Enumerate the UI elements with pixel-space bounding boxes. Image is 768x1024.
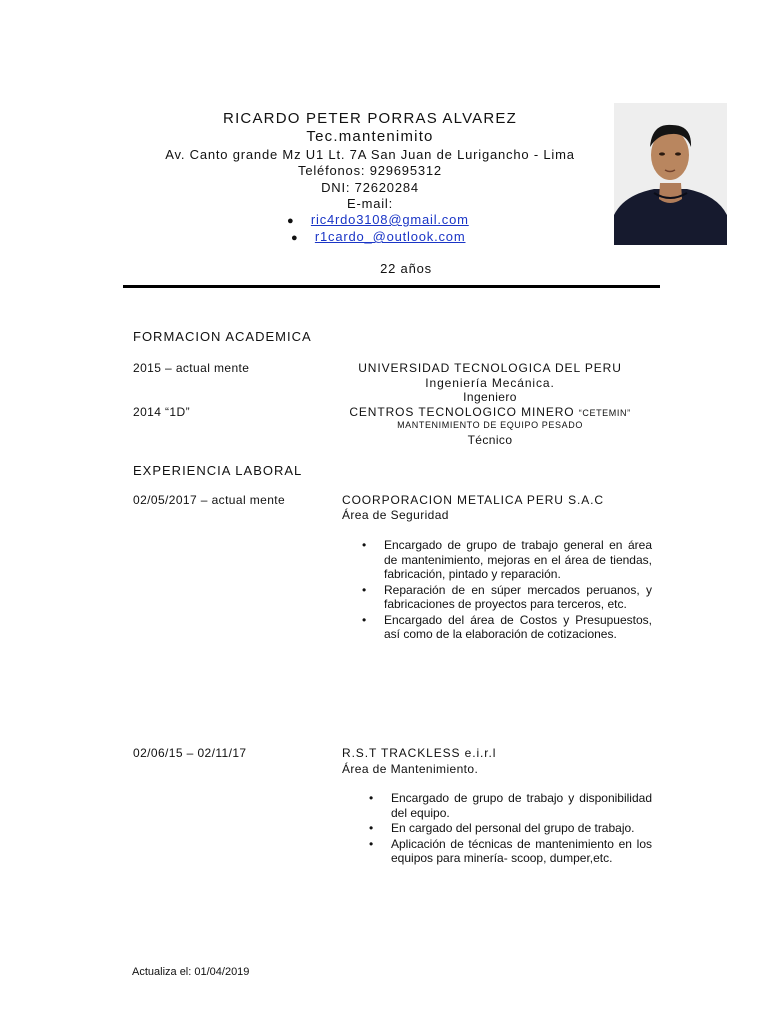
person-portrait-icon	[614, 103, 727, 245]
section-heading-education: FORMACION ACADEMICA	[133, 329, 312, 344]
cv-address: Av. Canto grande Mz U1 Lt. 7A San Juan de Lurigancho - Lima	[165, 147, 575, 162]
bullet-icon: ●	[287, 215, 295, 227]
cv-job-title: Tec.mantenimito	[306, 128, 434, 145]
section-heading-experience: EXPERIENCIA LABORAL	[133, 463, 303, 478]
job-company: R.S.T TRACKLESS e.i.r.l	[342, 746, 497, 760]
cv-age: 22 años	[380, 261, 432, 276]
updated-date: Actualiza el: 01/04/2019	[132, 966, 250, 978]
institution-name: CENTROS TECNOLOGICO MINERO	[349, 405, 575, 419]
institution-acronym: “CETEMIN”	[578, 408, 631, 418]
email-item	[291, 229, 465, 244]
email-item	[287, 212, 469, 227]
job-duties-list	[360, 538, 652, 643]
job-company: COORPORACION METALICA PERU S.A.C	[342, 493, 604, 507]
job-period: 02/05/2017 – actual mente	[133, 493, 286, 507]
email-link-gmail[interactable]: ric4rdo3108@gmail.com	[310, 212, 469, 227]
job-duty-item: • Reparación de en súper mercados peruanos, y fabricaciones de proyectos para terceros, etc.	[360, 583, 652, 612]
job-area: Área de Seguridad	[342, 508, 449, 522]
education-institution: UNIVERSIDAD TECNOLOGICA DEL PERU	[358, 361, 622, 375]
education-degree: Técnico	[467, 433, 513, 447]
education-career: MANTENIMIENTO DE EQUIPO PESADO	[397, 420, 583, 430]
education-institution	[320, 405, 660, 419]
bullet-icon: ●	[291, 232, 299, 244]
cv-email-label: E-mail:	[346, 196, 394, 211]
education-degree: Ingeniero	[463, 390, 517, 404]
header-divider	[123, 285, 660, 288]
job-period: 02/06/15 – 02/11/17	[133, 746, 247, 760]
job-duty-item: • En cargado del personal del grupo de trabajo.	[367, 821, 652, 836]
job-duty-item: • Encargado de grupo de trabajo general en área de mantenimiento, mejoras en el área de tiendas, fabricación, pintado y reparación.	[360, 538, 652, 582]
education-career: Ingeniería Mecánica.	[425, 376, 555, 390]
job-duties-list	[367, 791, 652, 867]
job-duty-item: • Encargado del área de Costos y Presupuestos, así como de la elaboración de cotizaciones.	[360, 613, 652, 642]
job-area: Área de Mantenimiento.	[342, 762, 479, 776]
education-period: 2015 – actual mente	[133, 361, 250, 375]
email-link-outlook[interactable]: r1cardo_@outlook.com	[314, 229, 466, 244]
cv-phones: Teléfonos: 929695312	[298, 163, 442, 178]
profile-photo	[614, 103, 727, 245]
education-period: 2014 “1D”	[133, 405, 190, 419]
cv-dni: DNI: 72620284	[321, 180, 419, 195]
job-duty-item: • Aplicación de técnicas de mantenimiento en los equipos para minería- scoop, dumper,etc.	[367, 837, 652, 866]
cv-name: RICARDO PETER PORRAS ALVAREZ	[223, 110, 517, 127]
job-duty-item: • Encargado de grupo de trabajo y disponibilidad del equipo.	[367, 791, 652, 820]
